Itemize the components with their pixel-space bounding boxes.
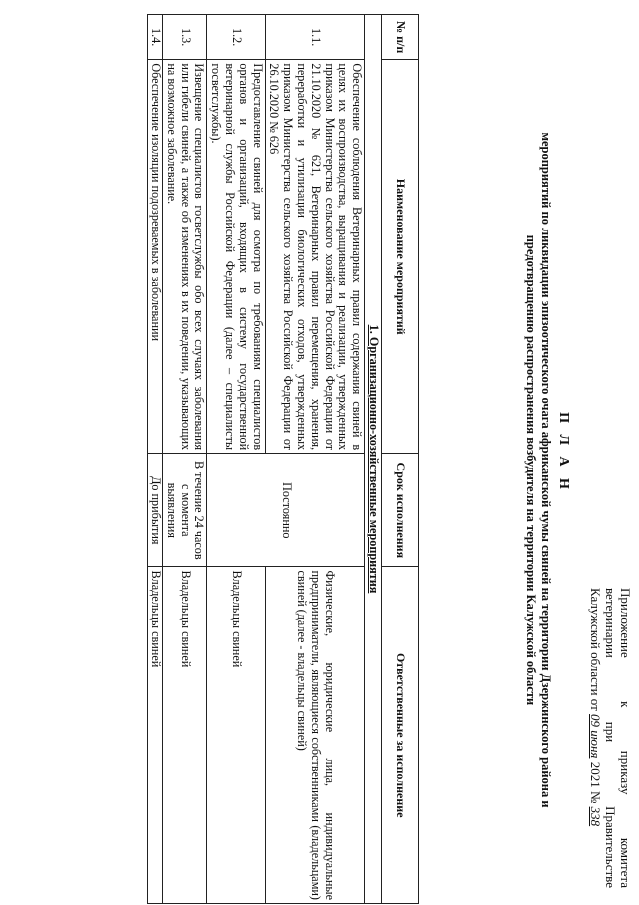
appendix-word: при: [603, 721, 618, 743]
row-num: 1.1.: [265, 15, 365, 60]
table-row: [148, 15, 163, 904]
appendix-block: [588, 588, 633, 888]
appendix-word: приказу: [618, 750, 633, 795]
section-row: [365, 15, 382, 904]
row-resp: Физические, юридические лица, индивидуальные предприниматели, являющиеся собственниками (владельцами) свиней (далее - владельцы свиней): [265, 567, 365, 904]
row-resp: Владельцы свиней: [207, 567, 265, 904]
appendix-number: 338: [588, 806, 603, 827]
table-row: [163, 15, 207, 904]
appendix-line-2: [603, 588, 618, 888]
appendix-word: комитета: [618, 837, 633, 888]
row-term: В течение 24 часов с момента выявления: [163, 454, 207, 567]
row-resp: Владельцы свиней: [163, 567, 207, 904]
appendix-year: 2021 №: [588, 761, 603, 804]
appendix-line-1: [618, 588, 633, 888]
row-num: 1.4.: [148, 15, 163, 60]
table-header-row: [382, 15, 419, 904]
appendix-word: Правительстве: [603, 806, 618, 888]
row-name: Обеспечение соблюдения Ветеринарных правил содержания свиней в целях их воспроизводства, выращивания и реализации, утвержденных приказом Министерства сельского хозяйства Российской Федерации от 21.10.2020 № 621, Ветеринарных правил перемещения, хранения, переработки и утилизации биологических отходов, утвержденных приказом Министерства сельского хозяйства Российской Федерации от 26.10.2020 № 626: [265, 60, 365, 454]
plan-subtitle: мероприятий по ликвидации эпизоотического очага африканской чумы свиней на территории Дзержинского района и предотвращению распространения возбудителя на территории Калужской области: [524, 132, 553, 808]
row-name: Предоставление свиней для осмотра по требованиям специалистов органов и организаций, входящих в систему государственной ветеринарной службы Российской Федерации (далее – специалисты госветслужбы).: [207, 60, 265, 454]
appendix-prefix: Калужской области от: [588, 588, 603, 711]
header-resp: Ответственные за исполнение: [382, 567, 419, 904]
row-name: Обеспечение изоляции подозреваемых в заболевании: [148, 60, 163, 454]
row-num: 1.2.: [207, 15, 265, 60]
row-name: Извещение специалистов госветслужбы обо всех случаях заболевания или гибели свиней, а также об изменениях в их поведении, указывающих на возможное заболевание.: [163, 60, 207, 454]
appendix-word: ветеринарии: [603, 588, 618, 658]
plan-title: П Л А Н: [556, 412, 571, 493]
appendix-word: к: [618, 701, 633, 708]
row-resp: Владельцы свиней: [148, 567, 163, 904]
row-num: 1.3.: [163, 15, 207, 60]
row-term: Постоянно: [207, 454, 365, 567]
measures-table: [147, 14, 419, 904]
table-row: [265, 15, 365, 904]
header-name: Наименование мероприятий: [382, 60, 419, 454]
row-term: До прибытия: [148, 454, 163, 567]
appendix-line-3: [588, 588, 603, 888]
header-num: № п/п: [382, 15, 419, 60]
section-title: 1. Организационно-хозяйственные мероприятия: [365, 15, 382, 904]
header-term: Срок исполнения: [382, 454, 419, 567]
appendix-word: Приложение: [618, 588, 633, 658]
appendix-date: 09 июня: [588, 714, 603, 759]
